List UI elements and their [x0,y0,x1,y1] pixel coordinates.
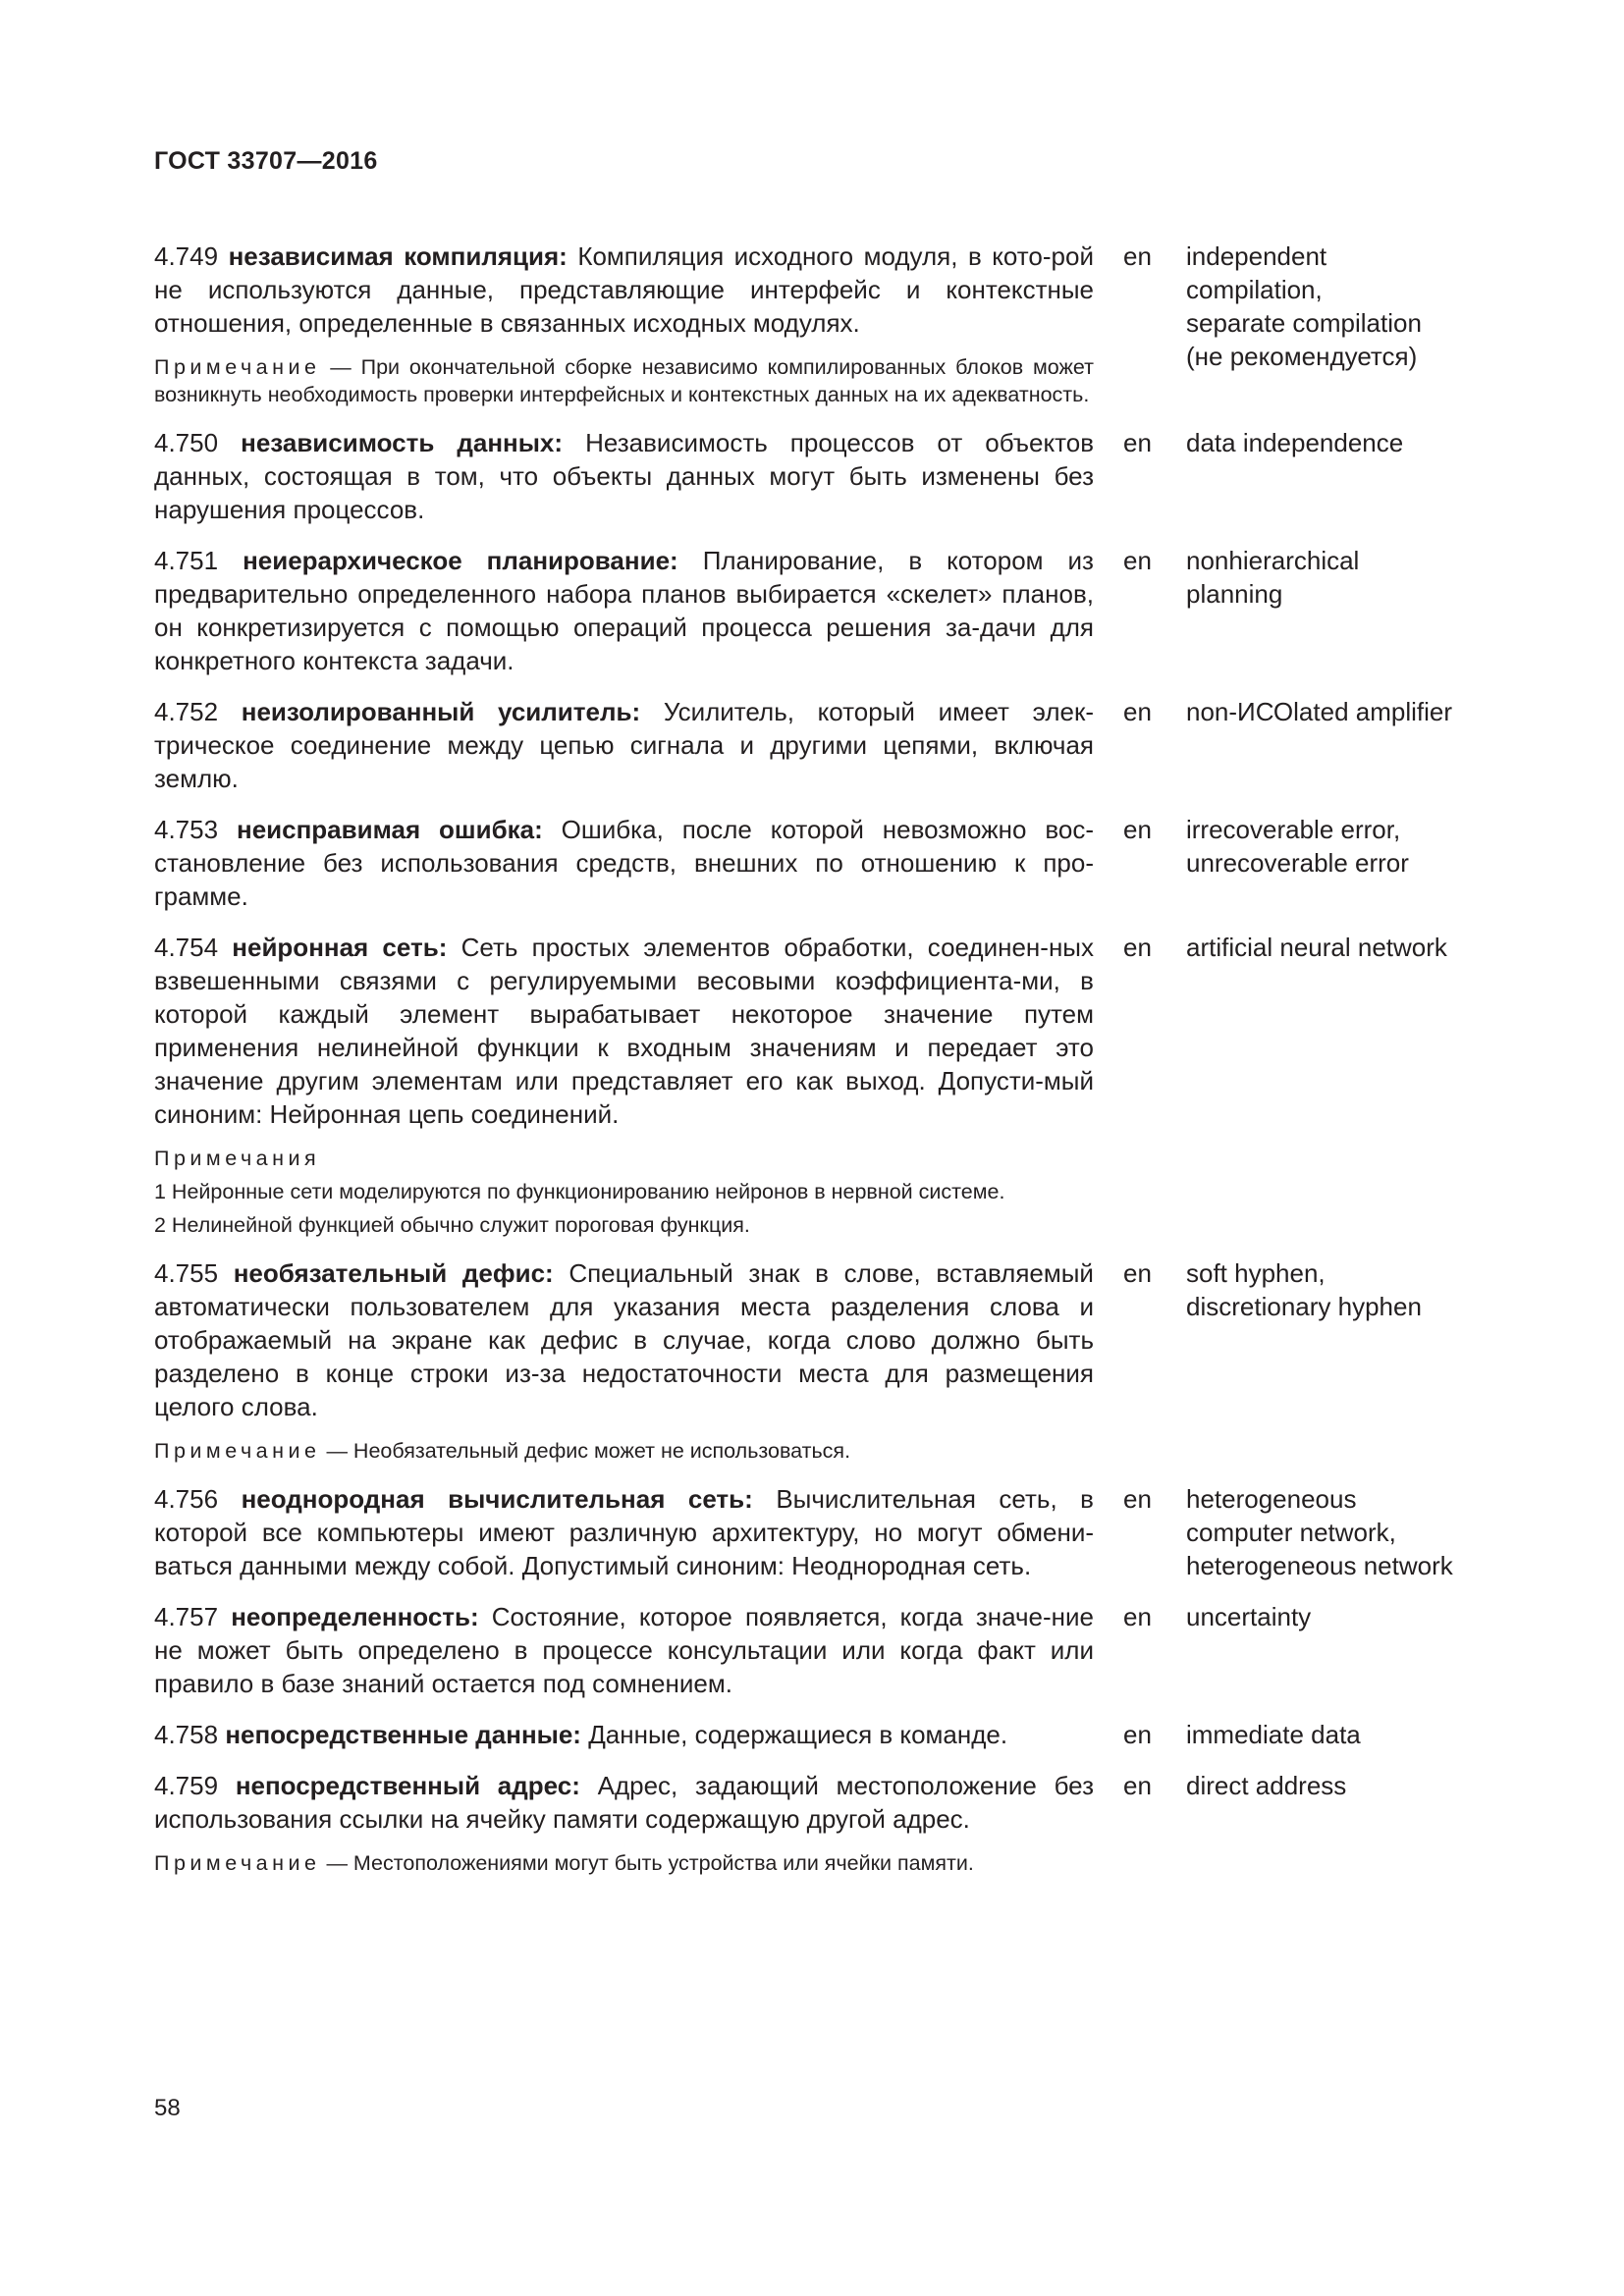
english-equivalents [1186,931,1489,1239]
term-entry-main [154,1718,1094,1751]
english-equivalents [1186,544,1489,677]
term-name: нейронная сеть: [232,933,448,962]
column-gap [1094,931,1123,1239]
term-entry-main [154,240,1094,408]
english-equivalents [1186,1600,1489,1700]
english-term: compilation, [1186,275,1323,304]
term-entry-main [154,1769,1094,1877]
english-term: unrecoverable error [1186,848,1409,878]
document-header: ГОСТ 33707—2016 [154,147,378,175]
term-entry [154,1769,1489,1877]
term-entry [154,1256,1489,1465]
english-term: separate compilation [1186,308,1422,338]
english-term: immediate data [1186,1720,1361,1749]
term-name: неисправимая ошибка: [236,815,543,844]
term-entry [154,1718,1489,1751]
term-entry-main [154,544,1094,677]
note-text: — Необязательный дефис может не использоваться. [326,1439,851,1463]
language-code-text: en [1123,1484,1152,1514]
english-term: data independence [1186,428,1404,457]
column-gap [1094,1256,1123,1465]
term-definition-paragraph [154,813,1094,913]
term-entry [154,813,1489,913]
language-code [1123,1482,1186,1582]
term-entry-main [154,813,1094,913]
term-name: неиерархическое планирование: [243,546,678,575]
english-equivalents [1186,1482,1489,1582]
english-term: heterogeneous [1186,1484,1357,1514]
term-entry-main [154,426,1094,526]
term-name: непосредственные данные: [225,1720,581,1749]
term-definition-paragraph [154,544,1094,677]
term-definition-paragraph [154,1769,1094,1836]
term-name: неизолированный усилитель: [241,697,641,726]
term-entries [154,240,1489,1895]
term-definition: Планирование, в котором из предварительно определенного набора планов выбирается «скелет» планов, он конкретизируется с помощью операций процесса решения за-дачи для конкретного контекста задачи. [154,546,1094,675]
term-name: непосредственный адрес: [235,1771,580,1800]
term-definition: Специальный знак в слове, вставляемый автоматически пользователем для указания места разделения слова и отображаемый на экране как дефис в случае, когда слово должно быть разделено в конце строки из-за недостаточности места для размещения целого слова. [154,1258,1094,1421]
term-entry-main [154,1256,1094,1465]
language-code [1123,1256,1186,1465]
language-code-text: en [1123,1258,1152,1288]
english-term: (не рекомендуется) [1186,342,1418,371]
language-code-text: en [1123,546,1152,575]
note-text: — При окончательной сборке независимо компилированных блоков может возникнуть необходимость проверки интерфейсных и контекстных данных на их адекватность. [154,355,1094,406]
english-equivalents [1186,1256,1489,1465]
term-number: 4.756 [154,1484,219,1514]
term-note [154,1849,1094,1877]
english-term: uncertainty [1186,1602,1312,1631]
note-item: 1 Нейронные сети моделируются по функционированию нейронов в нервной системе. [154,1180,1005,1203]
term-number: 4.752 [154,697,219,726]
term-number: 4.755 [154,1258,219,1288]
term-definition-paragraph [154,240,1094,340]
term-definition-paragraph [154,931,1094,1131]
note-label: Примечание [154,1851,321,1875]
term-definition-paragraph [154,1718,1094,1751]
term-entry-main [154,1482,1094,1582]
note-text: — Местоположениями могут быть устройства или ячейки памяти. [326,1851,974,1875]
term-definition-paragraph [154,1482,1094,1582]
english-term: heterogeneous network [1186,1551,1453,1580]
english-term: artificial neural network [1186,933,1447,962]
term-name: неоднородная вычислительная сеть: [241,1484,753,1514]
language-code-text: en [1123,1602,1152,1631]
term-number: 4.750 [154,428,219,457]
term-definition: Ошибка, после которой невозможно вос-становление без использования средств, внешних по отношению к про-грамме. [154,815,1094,911]
english-term: irrecoverable error, [1186,815,1401,844]
column-gap [1094,1600,1123,1700]
term-number: 4.753 [154,815,219,844]
english-equivalents [1186,1718,1489,1751]
term-definition: Независимость процессов от объектов данных, состоящая в том, что объекты данных могут быть изменены без нарушения процессов. [154,428,1094,524]
english-term: non-ИСОlated amplifier [1186,697,1453,726]
term-entry [154,1482,1489,1582]
language-code [1123,695,1186,795]
term-definition-paragraph [154,426,1094,526]
language-code [1123,813,1186,913]
term-number: 4.751 [154,546,219,575]
term-name: независимая компиляция: [228,241,568,271]
term-number: 4.757 [154,1602,219,1631]
english-term: independent [1186,241,1327,271]
language-code-text: en [1123,428,1152,457]
term-definition: Состояние, которое появляется, когда значе-ние не может быть определено в процессе консультации или когда факт или правило в базе знаний остается под сомнением. [154,1602,1094,1698]
term-definition-paragraph [154,695,1094,795]
page-number: 58 [154,2095,181,2121]
term-entry [154,544,1489,677]
term-entry [154,1600,1489,1700]
language-code-text: en [1123,1720,1152,1749]
language-code-text: en [1123,933,1152,962]
term-name: неопределенность: [231,1602,479,1631]
term-entry-main [154,1600,1094,1700]
term-definition: Компиляция исходного модуля, в кото-рой не используются данные, представляющие интерфейс и контекстные отношения, определенные в связанных исходных модулях. [154,241,1094,338]
language-code [1123,931,1186,1239]
language-code [1123,240,1186,408]
term-entry-main [154,931,1094,1239]
english-equivalents [1186,240,1489,408]
term-definition-paragraph [154,1256,1094,1423]
term-name: необязательный дефис: [233,1258,554,1288]
column-gap [1094,1718,1123,1751]
term-entry [154,695,1489,795]
english-term: soft hyphen, [1186,1258,1326,1288]
column-gap [1094,544,1123,677]
english-equivalents [1186,813,1489,913]
english-equivalents [1186,695,1489,795]
term-definition: Вычислительная сеть, в которой все компьютеры имеют различную архитектуру, но могут обмени-ваться данными между собой. Допустимый синоним: Неоднородная сеть. [154,1484,1094,1580]
language-code-text: en [1123,1771,1152,1800]
language-code [1123,544,1186,677]
notes-heading [154,1145,1094,1172]
column-gap [1094,240,1123,408]
term-definition-paragraph [154,1600,1094,1700]
term-definition: Данные, содержащиеся в команде. [588,1720,1008,1749]
language-code [1123,1769,1186,1877]
term-number: 4.758 [154,1720,219,1749]
term-number: 4.749 [154,241,219,271]
english-equivalents [1186,426,1489,526]
note-item: 2 Нелинейной функцией обычно служит пороговая функция. [154,1213,750,1237]
english-term: direct address [1186,1771,1347,1800]
term-definition: Сеть простых элементов обработки, соединен-ных взвешенными связями с регулируемыми весовыми коэффициента-ми, в которой каждый элемент вырабатывает некоторое значение путем применения нелинейной функции к входным значениям и передает это значение другим элементам или представляет его как выход. Допусти-мый синоним: Нейронная цепь соединений. [154,933,1094,1129]
column-gap [1094,426,1123,526]
term-name: независимость данных: [241,428,564,457]
english-equivalents [1186,1769,1489,1877]
column-gap [1094,813,1123,913]
note-label: Примечание [154,355,321,379]
language-code [1123,1718,1186,1751]
term-definition: Усилитель, который имеет элек-трическое соединение между цепью сигнала и другими цепями, включая землю. [154,697,1094,793]
notes-heading-label: Примечания [154,1147,321,1170]
column-gap [1094,1769,1123,1877]
english-term: nonhierarchical [1186,546,1360,575]
term-entry [154,931,1489,1239]
language-code-text: en [1123,241,1152,271]
term-note [154,353,1094,408]
term-definition: Адрес, задающий местоположение без использования ссылки на ячейку памяти содержащую другой адрес. [154,1771,1094,1834]
term-number: 4.759 [154,1771,219,1800]
language-code [1123,426,1186,526]
english-term: discretionary hyphen [1186,1292,1422,1321]
term-entry-main [154,695,1094,795]
language-code [1123,1600,1186,1700]
term-number: 4.754 [154,933,219,962]
term-note [154,1437,1094,1465]
english-term: planning [1186,579,1283,609]
language-code-text: en [1123,815,1152,844]
note-label: Примечание [154,1439,321,1463]
column-gap [1094,695,1123,795]
language-code-text: en [1123,697,1152,726]
column-gap [1094,1482,1123,1582]
term-entry [154,240,1489,408]
english-term: computer network, [1186,1518,1396,1547]
term-entry [154,426,1489,526]
